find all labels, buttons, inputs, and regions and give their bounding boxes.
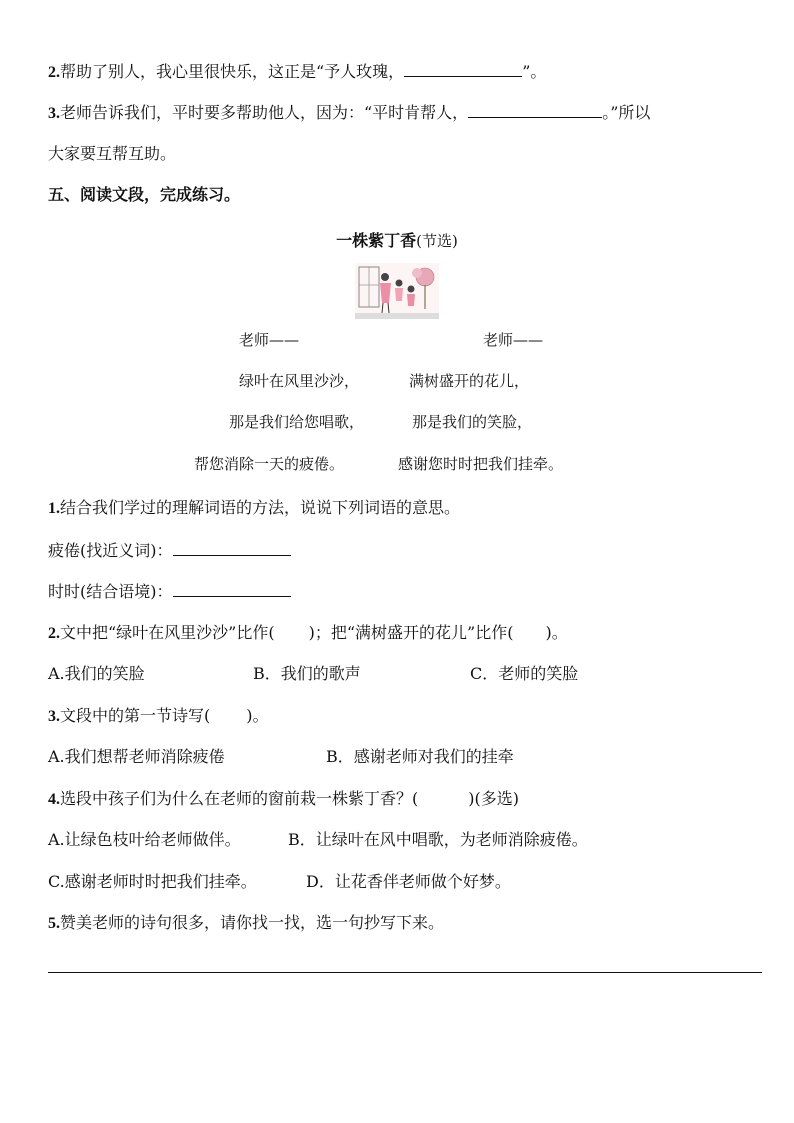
question-text-end: 。”所以 xyxy=(602,103,651,122)
poem-title-note: (节选) xyxy=(416,232,458,250)
item-label: 疲倦(找近义词)： xyxy=(48,541,173,560)
question-2-top xyxy=(48,60,546,84)
question-number: 1. xyxy=(48,500,60,517)
option-a: A.我们的笑脸 xyxy=(48,664,145,683)
question-text: 结合我们学过的理解词语的方法，说说下列词语的意思。 xyxy=(60,498,461,517)
question-number: 5. xyxy=(48,915,60,932)
item-label: 时时(结合语境)： xyxy=(48,582,173,601)
question-text: 老师告诉我们，平时要多帮助他人，因为：“平时肯帮人， xyxy=(60,103,469,122)
poem-col2-line1: 老师—— xyxy=(483,331,544,349)
option-c: C.感谢老师时时把我们挂牵。 xyxy=(48,872,257,891)
option-a: A.让绿色枝叶给老师做伴。 xyxy=(48,830,241,849)
question-number: 3. xyxy=(48,105,60,122)
question-3-line2: 大家要互帮互助。 xyxy=(48,144,177,163)
question-2 xyxy=(48,622,568,645)
question-5 xyxy=(48,912,444,935)
poem-col2-line2: 满树盛开的花儿， xyxy=(409,372,530,390)
option-c: C．老师的笑脸 xyxy=(470,664,579,683)
question-1-item1 xyxy=(48,539,291,562)
question-text: 文段中的第一节诗写( xyxy=(60,706,211,725)
poem-col1-line1: 老师—— xyxy=(239,331,300,349)
question-4 xyxy=(48,788,519,811)
question-text: 帮助了别人，我心里很快乐，这正是“予人玫瑰， xyxy=(60,62,405,81)
poem-col2-line3: 那是我们的笑脸， xyxy=(412,413,533,431)
answer-blank[interactable] xyxy=(173,580,291,597)
poem-col2-line4: 感谢您时时把我们挂牵。 xyxy=(398,455,564,473)
option-a: A.我们想帮老师消除疲倦 xyxy=(48,747,225,766)
question-3-top xyxy=(48,101,650,125)
poem-title xyxy=(0,228,794,251)
question-text: 赞美老师的诗句很多，请你找一找，选一句抄写下来。 xyxy=(60,913,445,932)
question-1-item2 xyxy=(48,580,291,603)
answer-blank[interactable] xyxy=(404,60,522,77)
question-3 xyxy=(48,705,269,728)
poem-col1-line4: 帮您消除一天的疲倦。 xyxy=(194,455,345,473)
poem-col1-line2: 绿叶在风里沙沙， xyxy=(239,372,360,390)
question-text: 选段中孩子们为什么在老师的窗前栽一株紫丁香？( xyxy=(60,789,419,808)
option-d: D．让花香伴老师做个好梦。 xyxy=(306,872,511,891)
option-b: B．感谢老师对我们的挂牵 xyxy=(326,747,514,766)
question-1 xyxy=(48,497,460,520)
question-text-end: )(多选) xyxy=(468,789,519,808)
answer-blank[interactable] xyxy=(468,101,602,118)
answer-line[interactable] xyxy=(48,972,762,973)
question-text-mid: )；把“满树盛开的花儿”比作( xyxy=(308,623,514,642)
question-text-end: ”。 xyxy=(522,62,547,81)
question-number: 4. xyxy=(48,791,60,808)
poem-illustration xyxy=(355,263,439,319)
option-b: B．我们的歌声 xyxy=(253,664,361,683)
question-text-end: )。 xyxy=(246,706,269,725)
answer-blank[interactable] xyxy=(173,539,291,556)
option-b: B．让绿叶在风中唱歌，为老师消除疲倦。 xyxy=(288,830,588,849)
question-text-end: )。 xyxy=(545,623,568,642)
poem-col1-line3: 那是我们给您唱歌， xyxy=(229,413,365,431)
question-number: 2. xyxy=(48,625,60,642)
poem-title-text: 一株紫丁香 xyxy=(336,231,417,250)
question-number: 2. xyxy=(48,64,60,81)
question-text: 文中把“绿叶在风里沙沙”比作( xyxy=(60,623,275,642)
question-number: 3. xyxy=(48,708,60,725)
section-heading: 五、阅读文段，完成练习。 xyxy=(48,185,241,204)
